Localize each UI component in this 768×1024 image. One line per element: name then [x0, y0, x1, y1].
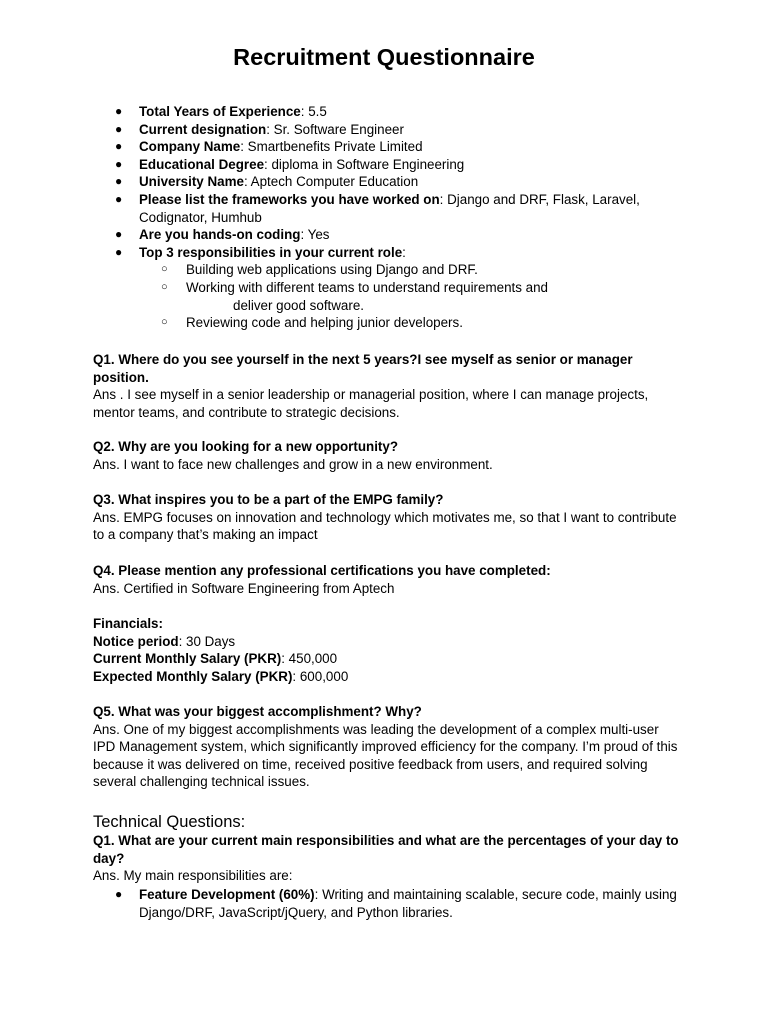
question-q3 [93, 491, 683, 544]
expected-salary: Expected Monthly Salary (PKR): 600,000 [93, 668, 349, 684]
question-q2 [93, 438, 683, 473]
answer-text: Ans. Certified in Software Engineering from Aptech [93, 580, 395, 596]
list-item: ● Feature Development (60%): Writing and maintaining scalable, secure code, mainly using Django/DRF, JavaScript/jQuery, and Python libraries. [115, 887, 677, 920]
list-item: ● Company Name: Smartbenefits Private Limited [115, 139, 423, 155]
bullet-icon: ● [115, 156, 123, 171]
circle-bullet-icon: ○ [161, 280, 168, 293]
list-item: ● Please list the frameworks you have worked on: Django and DRF, Flask, Laravel, Codignator, Humhub [115, 191, 640, 225]
answer-text: Ans. EMPG focuses on innovation and technology which motivates me, so that I want to contribute to a company that’s making an impact [93, 509, 677, 543]
bullet-icon: ● [115, 121, 123, 136]
financials-heading: Financials: [93, 616, 163, 631]
question-text: Q2. Why are you looking for a new opportunity? [93, 439, 399, 454]
list-item: ● Top 3 responsibilities in your current role: [115, 244, 406, 260]
bullet-icon: ● [115, 887, 123, 901]
question-text: Q1. What are your current main responsibilities and what are the percentages of your day to day? [93, 833, 679, 866]
bullet-icon: ● [115, 191, 123, 206]
answer-text: Ans. My main responsibilities are: [93, 868, 293, 884]
sub-list-item: ○ Working with different teams to understand requirements and deliver good software. [161, 279, 548, 313]
question-text: Q3. What inspires you to be a part of the EMPG family? [93, 492, 444, 507]
answer-text: Ans . I see myself in a senior leadership or managerial position, where I can manage projects, mentor teams, and contribute to strategic decisions. [93, 387, 649, 420]
question-q1 [93, 351, 683, 421]
bullet-icon: ● [115, 104, 123, 118]
sub-list-item: ○ Building web applications using Django and DRF. [161, 262, 478, 278]
question-text: Q5. What was your biggest accomplishment? Why? [93, 704, 422, 719]
list-item: ● Educational Degree: diploma in Software Engineering [115, 156, 465, 172]
bullet-icon: ● [115, 139, 123, 154]
list-item: ● Total Years of Experience: 5.5 [115, 104, 327, 119]
current-salary: Current Monthly Salary (PKR): 450,000 [93, 651, 338, 667]
profile-list [0, 103, 768, 332]
question-label: Q1 [93, 352, 111, 367]
bullet-icon: ● [115, 227, 123, 242]
sub-list-item: ○ Reviewing code and helping junior developers. [161, 315, 463, 331]
list-item: ● Are you hands-on coding: Yes [115, 227, 330, 243]
circle-bullet-icon: ○ [161, 316, 168, 329]
document-title: Recruitment Questionnaire [233, 44, 535, 70]
bullet-icon: ● [115, 174, 123, 189]
technical-heading: Technical Questions: [93, 813, 246, 831]
question-text: Q4. Please mention any professional certifications you have completed: [93, 563, 551, 578]
circle-bullet-icon: ○ [161, 263, 168, 276]
list-item: ● University Name: Aptech Computer Education [115, 174, 419, 190]
financials-section [93, 615, 683, 685]
bullet-icon: ● [115, 244, 123, 259]
notice-period: Notice period: 30 Days [93, 633, 236, 649]
question-q4 [93, 562, 683, 597]
answer-text: Ans. I want to face new challenges and grow in a new environment. [93, 456, 493, 472]
technical-section [93, 812, 683, 885]
answer-text: Ans. One of my biggest accomplishments was leading the development of a complex multi-user IPD Management system, which significantly improved efficiency for the company. I’m proud of this because it was delivered on time, received positive feedback from users, and required solving several challenging technical issues. [93, 721, 678, 790]
question-q5 [93, 703, 683, 791]
question-text: . Where do you see yourself in the next 5 years?I see myself as senior or manager position. [93, 352, 633, 385]
list-item: ● Current designation: Sr. Software Engineer [115, 121, 404, 137]
